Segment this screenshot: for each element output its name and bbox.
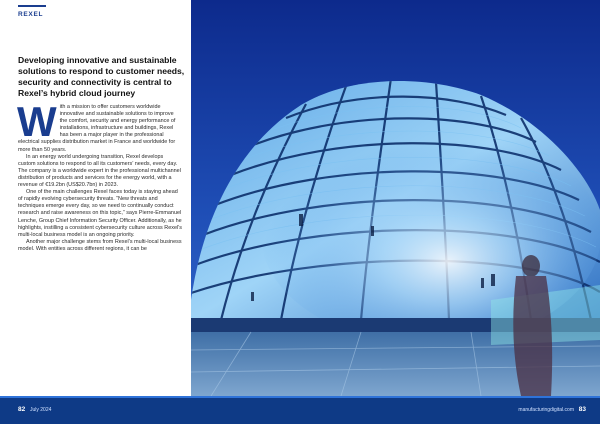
- header-rule: [18, 5, 46, 7]
- paragraph-1-text: ith a mission to offer customers worldwide innovative and sustainable solutions to improve the comfort, security and energy performance of installations, infrastructure and buildings, Rexel has been a major player in the professional electrical supplies distribution market in France and worldwide for more than 50 years.: [18, 104, 176, 153]
- page-number-right: 83: [578, 406, 586, 413]
- paragraph-2: In an energy world undergoing transition, Rexel develops custom solutions to respond to all its customers’ needs, every day. The company is a worldwide expert in the professional multichannel distribution of products and services for the energy world, with a revenue of €19.2bn (US$20.7bn) in 2023.: [18, 153, 181, 189]
- text-column: [0, 0, 191, 396]
- issue-date: July 2024: [30, 407, 52, 413]
- article-headline: Developing innovative and sustainable solutions to respond to customer needs, security and connectivity is central to Rexel’s hybrid cloud journey: [18, 55, 185, 98]
- paragraph-3: One of the main challenges Rexel faces today is staying ahead of rapidly evolving cybersecurity threats. “New threats and techniques emerge every day, so we need to continually conduct research and raise awareness on this topic,” says Pierre-Emmanuel Lenche, Group Chief Information Security Officer. Additionally, as he highlights, instilling a consistent cybersecurity culture across Rexel’s multi-local business model is an ongoing priority.: [18, 189, 183, 238]
- website-link[interactable]: manufacturingdigital.com: [518, 407, 574, 413]
- article-body: [17, 98, 183, 253]
- paragraph-4: Another major challenge stems from Rexel’s multi-local business model. With entities across different regions, it can be: [18, 238, 182, 252]
- page-number-left: 82: [18, 406, 26, 413]
- footer-stripe: [0, 396, 600, 398]
- page-footer: [0, 396, 600, 424]
- brand-label: REXEL: [18, 11, 44, 18]
- paragraph-1: [17, 98, 182, 154]
- drop-cap: W: [17, 98, 57, 145]
- glass-dome-photo: [191, 0, 600, 396]
